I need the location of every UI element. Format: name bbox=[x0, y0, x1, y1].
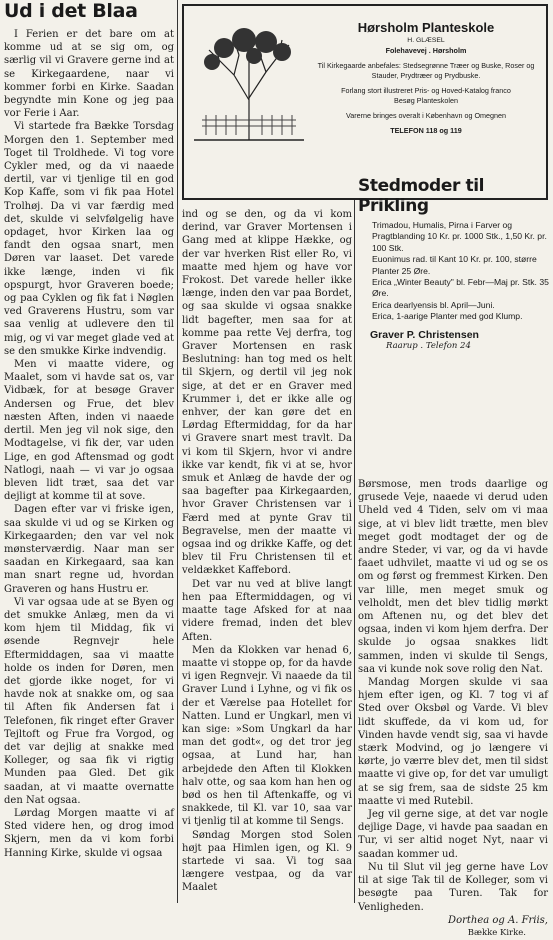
article-title: Ud i det Blaa bbox=[4, 0, 138, 22]
nursery-catalog: Forlang stort illustreret Pris- og Hoved-Katalog franco bbox=[341, 86, 511, 95]
paragraph: ind og se den, og da vi kom derind, var Graver Mortensen i Gang med at klippe Hække, og der var hverken Rist eller Ro, vi maatte med hjem og have vor Frokost. Det varede heller ikke længe, inden den var paa Bordet, og saa skulde vi ogsaa snakke lidt bagefter, men saa for at komme paa rette Vej derfra, tog Graver Mortensen en rask Beslutning: han tog med os helt til Skjern, og dertil vil jeg nok sige, at det er en Graver med Krummer i, det er ikke alle og enhver, der kan gøre det en Lørdag Eftermiddag, for da har vi Gravere snart mest travlt. Da vi kom til Skjern, hvor vi andre ikke var kendt, fik vi at se, hvor smuk et Anlæg de havde der og saa bagefter paa Kirkegaarden, hvor Graver Christensen var i Færd med at pynte Grav til Begravelse, men der maatte vi ogsaa ind og drikke Kaffe, og det blev til Fru Christensen til et veldækket Kaffebord. bbox=[182, 209, 352, 577]
paragraph: Vi var ogsaa ude at se Byen og det smukke Anlæg, men da vi kom hjem til Middag, fik vi øsende Regnvejr hele Eftermiddagen, saa vi maatte holde os inden for Døren, men det gjorde ikke noget, for vi havde nok at snakke om, og saa til Aften fik Andersen fat i Telefonen, fik ringet efter Graver Tejltoft og Frue fra Vorgod, og det var dejlig at snakke med Kolleger, og saa fik vi rigtig Munden paa Gled. Det gik saadan, at vi maatte overnatte den Nat ogsaa. bbox=[4, 596, 174, 806]
paragraph: Børsmose, men trods daarlige og grusede Veje, naaede vi derud uden Uheld ved 4 Tiden, selv om vi maa sige, at vi blev lidt trætte, men blev meget godt modtaget der og de andre Steder, vi var, og da vi havde faaet udhvilet, maatte vi ud og se os om og først og fremmest Kirken. Den var lille, men meget smuk og velholdt, men det blev tidlig mørkt om Aftenen nu, og det blev det ogsaa, inden vi kom hjem derfra. Der skulde jo ogsaa snakkes lidt sammen, inden vi skulde til Sengs, saa vi kunde nok sove rolig den Nat. bbox=[358, 479, 548, 675]
signature: Dorthea og A. Friis, bbox=[448, 914, 548, 926]
pansy-address: Raarup . Telefon 24 bbox=[386, 340, 471, 351]
paragraph: Nu til Slut vil jeg gerne have Lov til at sige Tak til de Kolleger, som vi besøgte paa Turen. Tak for Venligheden. bbox=[358, 861, 548, 913]
nursery-delivery: Varerne bringes overalt i København og Omegnen bbox=[345, 111, 507, 120]
article-column-1 bbox=[4, 28, 174, 900]
nursery-address: Folehavevej . Hørsholm bbox=[385, 46, 467, 55]
signature-place: Bække Kirke. bbox=[467, 927, 526, 938]
column-rule bbox=[177, 0, 178, 903]
nursery-advertisement bbox=[182, 4, 548, 200]
paragraph: Lørdag Morgen maatte vi af Sted videre hen, og drog imod Skjern, men da vi kom forbi Hanning Kirke, skulde vi ogsaa bbox=[4, 807, 174, 859]
paragraph: Jeg vil gerne sige, at det var nogle dejlige Dage, vi havde paa saadan en Tur, vi ser altid noget Nyt, naar vi saadan kommer ud. bbox=[358, 809, 548, 860]
nursery-info bbox=[310, 20, 542, 136]
nursery-phone: TELEFON 118 og 119 bbox=[390, 126, 462, 135]
article-column-3 bbox=[358, 478, 548, 938]
column-rule bbox=[354, 200, 355, 903]
paragraph: Mandag Morgen skulde vi saa hjem efter igen, og Kl. 7 tog vi af Sted over Oksbøl og Varde. Vi blev lidt skuffede, da vi kom ud, for Vinden havde vendt sig, saa vi havde stærk Modvind, og jo længere vi kørte, jo værre blev det, men til sidst maatte vi give op, for det var umuligt at se sig frem, saa de sidste 25 km maatte vi med Rutebil. bbox=[358, 677, 548, 807]
paragraph: Men vi maatte videre, og Maalet, som vi havde sat os, var Vidbæk, for at besøge Graver Andersen og Frue, det blev næsten Aften, inden vi naaede dertil. Men jeg vil nok sige, den Modtagelse, vi fik der, var uden Lige, en god Aftensmad og godt Natlogi, naah — vi var jo ogsaa bleven lidt træt, saa det var dejligt at komme til at sove. bbox=[4, 359, 174, 503]
pansy-heading: Stedmoder til Prikling bbox=[358, 176, 485, 216]
pansy-item: Erica dearlyensis bl. April—Juni. bbox=[372, 299, 495, 310]
nursery-owner: H. GLÆSEL bbox=[407, 37, 445, 44]
paragraph: Vi startede fra Bække Torsdag Morgen den 1. September med Toget til Troldhede. Vi tog vore Cykler med, og da vi naaede dertil, var vi tjenlige til en god Kop Kaffe, som vi fik paa Hotel Trolhøj. Da vi var færdig med det, skulde vi selvfølgelig have opdaget, hvor Kirken laa og fandt den ogsaa snart, men Døren var laaset. Det varede ikke længe, inden vi fik opspurgt, hvor Graveren boede; og paa Cyklen og fik fat i Nøglen ved Graverens Hustru, som var saa venlig at udlevere den til mig, og vi var meget glade ved at se den smukke Kirke indvendig. bbox=[4, 121, 174, 357]
article-column-2 bbox=[182, 208, 352, 900]
tree-illustration bbox=[194, 20, 304, 145]
paragraph: Det var nu ved at blive langt hen paa Eftermiddagen, og vi maatte tage Afsked for at naa videre fremad, inden det blev Aften. bbox=[182, 578, 352, 643]
pansy-item: Erica „Winter Beauty" bl. Febr—Maj pr. Stk. 35 Øre. bbox=[372, 277, 549, 299]
nursery-name: Hørsholm Planteskole bbox=[357, 20, 495, 35]
pansy-item: Erica, 1-aarige Planter med god Klump. bbox=[372, 311, 523, 322]
pansy-seller: Graver P. Christensen bbox=[370, 328, 479, 341]
pansy-item: Euonimus rad. til Kant 10 Kr. pr. 100, større Planter 25 Øre. bbox=[372, 254, 537, 276]
pansy-items bbox=[372, 220, 550, 323]
paragraph: Men da Klokken var henad 6, maatte vi stoppe op, for da havde vi igen Regnvejr. Vi naaede da til Graver Lund i Lyhne, og vi fik os der et Værelse paa Hotellet for Natten. Lund er Ungkarl, men vi kan sige: »Som Ungkarl da har man det godt«, og det tror jeg ogsaa, at Lund har, han arbejdede den Aften til Klokken halv otte, og saa kom han hen og bød os hen til Aftenkaffe, og vi snakkede, til Kl. var 10, saa var vi tjenlig til at komme til Sengs. bbox=[182, 644, 353, 828]
paragraph: I Ferien er det bare om at komme ud at se sig om, og særlig vil vi Gravere gerne ind at se Kirkegaardene, naar vi kommer forbi en Kirke. Saadan begyndte min Kone og jeg paa vor Ferie i Aar. bbox=[4, 29, 174, 120]
paragraph: Dagen efter var vi friske igen, saa skulde vi ud og se Kirken og Kirkegaarden; den var vel nok mønsterværdig. Naar man ser saadan en Kirkegaard, saa kan man snart regne ud, hvordan Graveren og hans Hustru er. bbox=[4, 504, 174, 595]
pansy-item: Trimadou, Humalis, Pirna i Farver og Pragtblanding 10 Kr. pr. 1000 Stk., 1,50 Kr. pr. 100 Stk. bbox=[372, 220, 547, 253]
pansy-advertisement bbox=[358, 176, 550, 478]
paragraph: Søndag Morgen stod Solen højt paa Himlen igen, og Kl. 9 startede vi saa. Vi tog saa længere vestpaa, og da var Maalet bbox=[182, 829, 352, 894]
nursery-recommend: Til Kirkegaarde anbefales: Stedsegrønne Træer og Buske, Roser og Stauder, Prydtræer og Prydbuske. bbox=[317, 61, 535, 80]
nursery-visit: Besøg Planteskolen bbox=[394, 96, 458, 105]
